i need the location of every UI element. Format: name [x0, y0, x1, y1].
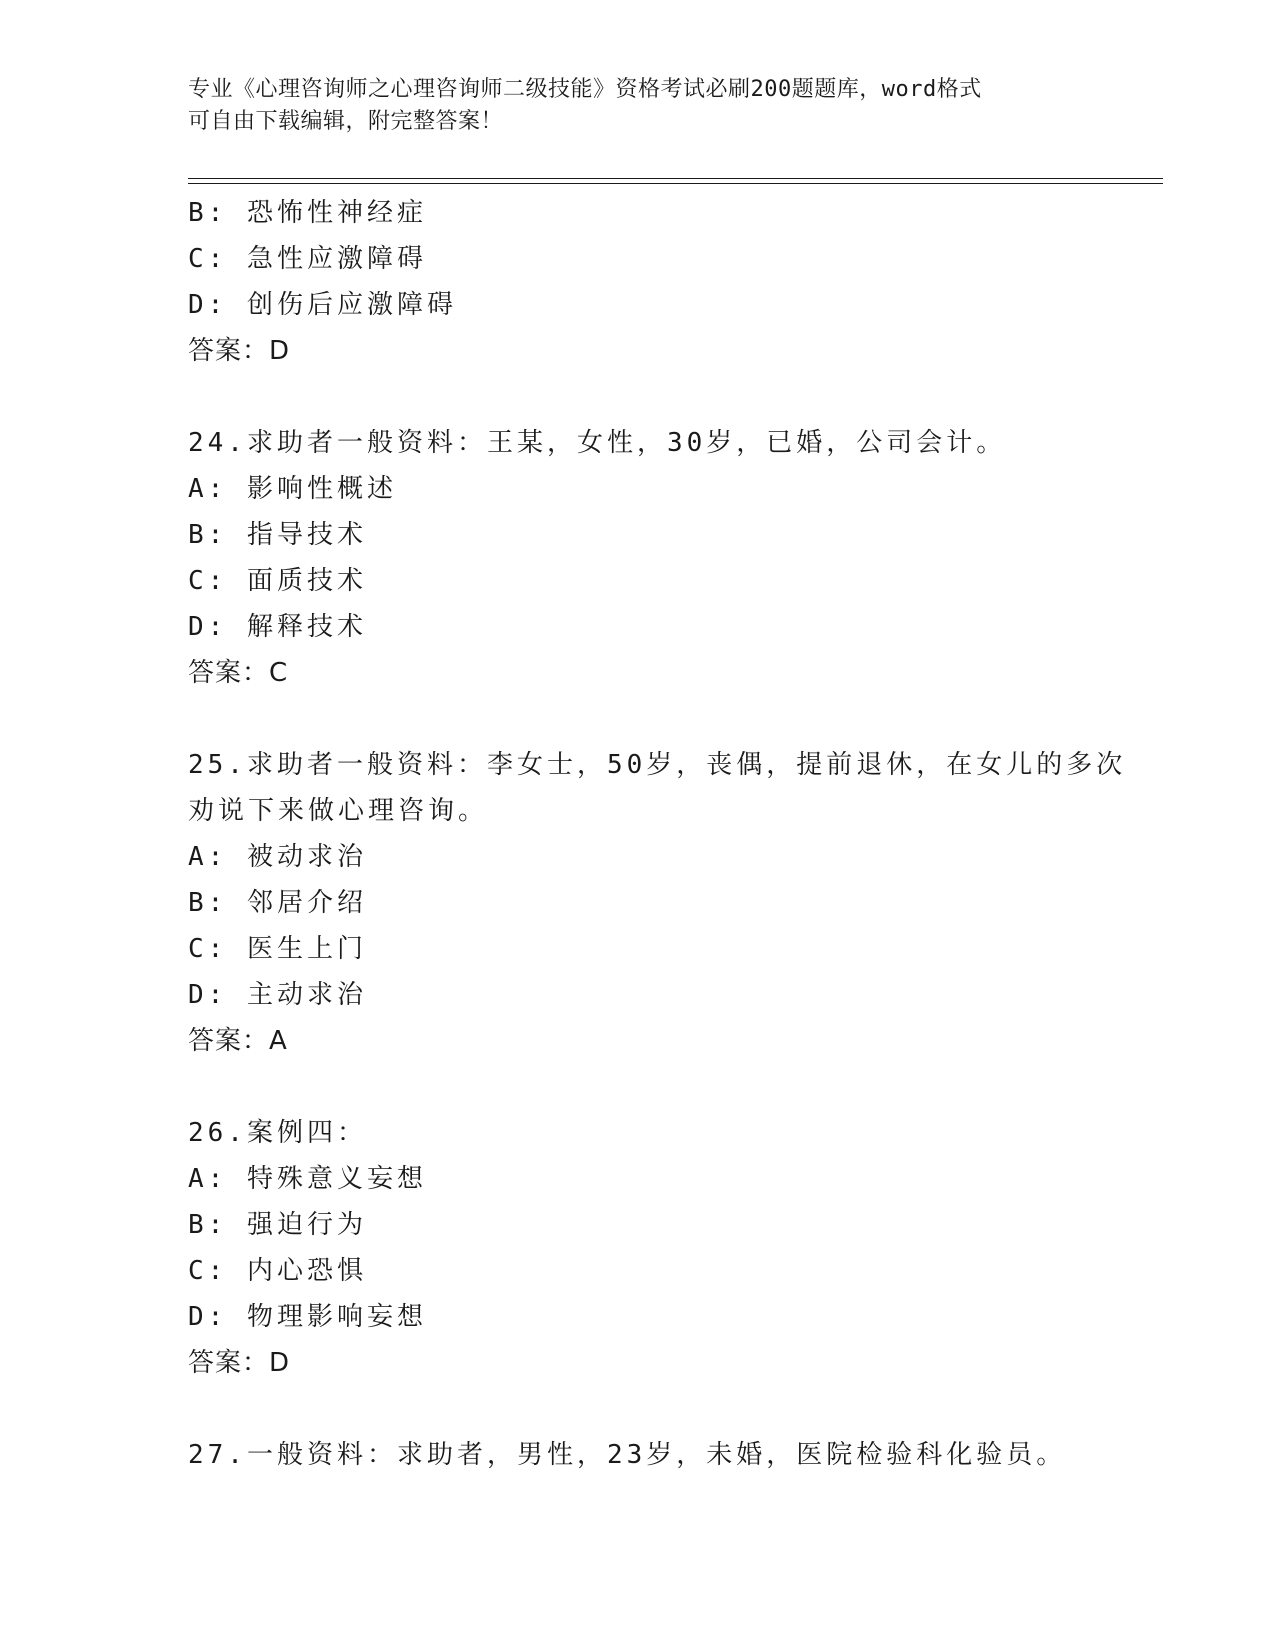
question-stem: 24.求助者一般资料：王某，女性，30岁，已婚，公司会计。	[188, 428, 1007, 458]
option-c: C: 内心恐惧	[188, 1256, 367, 1286]
option-a: A: 被动求治	[188, 842, 367, 872]
question-25	[188, 742, 1127, 1064]
spacer	[188, 374, 1118, 420]
spacer	[188, 1064, 1118, 1110]
answer: 答案：C	[188, 658, 289, 688]
option-d: D: 创伤后应激障碍	[188, 290, 457, 320]
option-b: B: 恐怖性神经症	[188, 198, 427, 228]
question-stem: 25.求助者一般资料：李女士，50岁，丧偶，提前退休，在女儿的多次	[188, 750, 1127, 780]
option-d: D: 物理影响妄想	[188, 1302, 427, 1332]
option-b: B: 强迫行为	[188, 1210, 367, 1240]
spacer	[188, 696, 1118, 742]
document-header	[188, 74, 1088, 138]
option-c: C: 面质技术	[188, 566, 367, 596]
question-stem: 27.一般资料：求助者，男性，23岁，未婚，医院检验科化验员。	[188, 1440, 1067, 1470]
spacer	[188, 1386, 1118, 1432]
option-c: C: 急性应激障碍	[188, 244, 427, 274]
option-a: A: 特殊意义妄想	[188, 1164, 427, 1194]
question-stem: 26.案例四：	[188, 1118, 367, 1148]
option-d: D: 主动求治	[188, 980, 367, 1010]
option-b: B: 指导技术	[188, 520, 367, 550]
option-d: D: 解释技术	[188, 612, 367, 642]
option-c: C: 医生上门	[188, 934, 367, 964]
header-divider-top	[188, 178, 1163, 179]
question-27	[188, 1432, 1118, 1478]
option-a: A: 影响性概述	[188, 474, 397, 504]
header-line-2: 可自由下载编辑，附完整答案！	[188, 109, 504, 134]
question-stem-continued: 劝说下来做心理咨询。	[188, 796, 489, 826]
answer: 答案：D	[188, 336, 291, 366]
answer: 答案：D	[188, 1348, 291, 1378]
question-23-tail	[188, 190, 1118, 374]
question-content	[188, 190, 1127, 1478]
header-divider-bottom	[188, 183, 1163, 184]
question-26	[188, 1110, 1118, 1386]
question-24	[188, 420, 1118, 696]
header-line-1: 专业《心理咨询师之心理咨询师二级技能》资格考试必刷200题题库，word格式	[188, 77, 982, 102]
option-b: B: 邻居介绍	[188, 888, 367, 918]
answer: 答案：A	[188, 1026, 288, 1056]
